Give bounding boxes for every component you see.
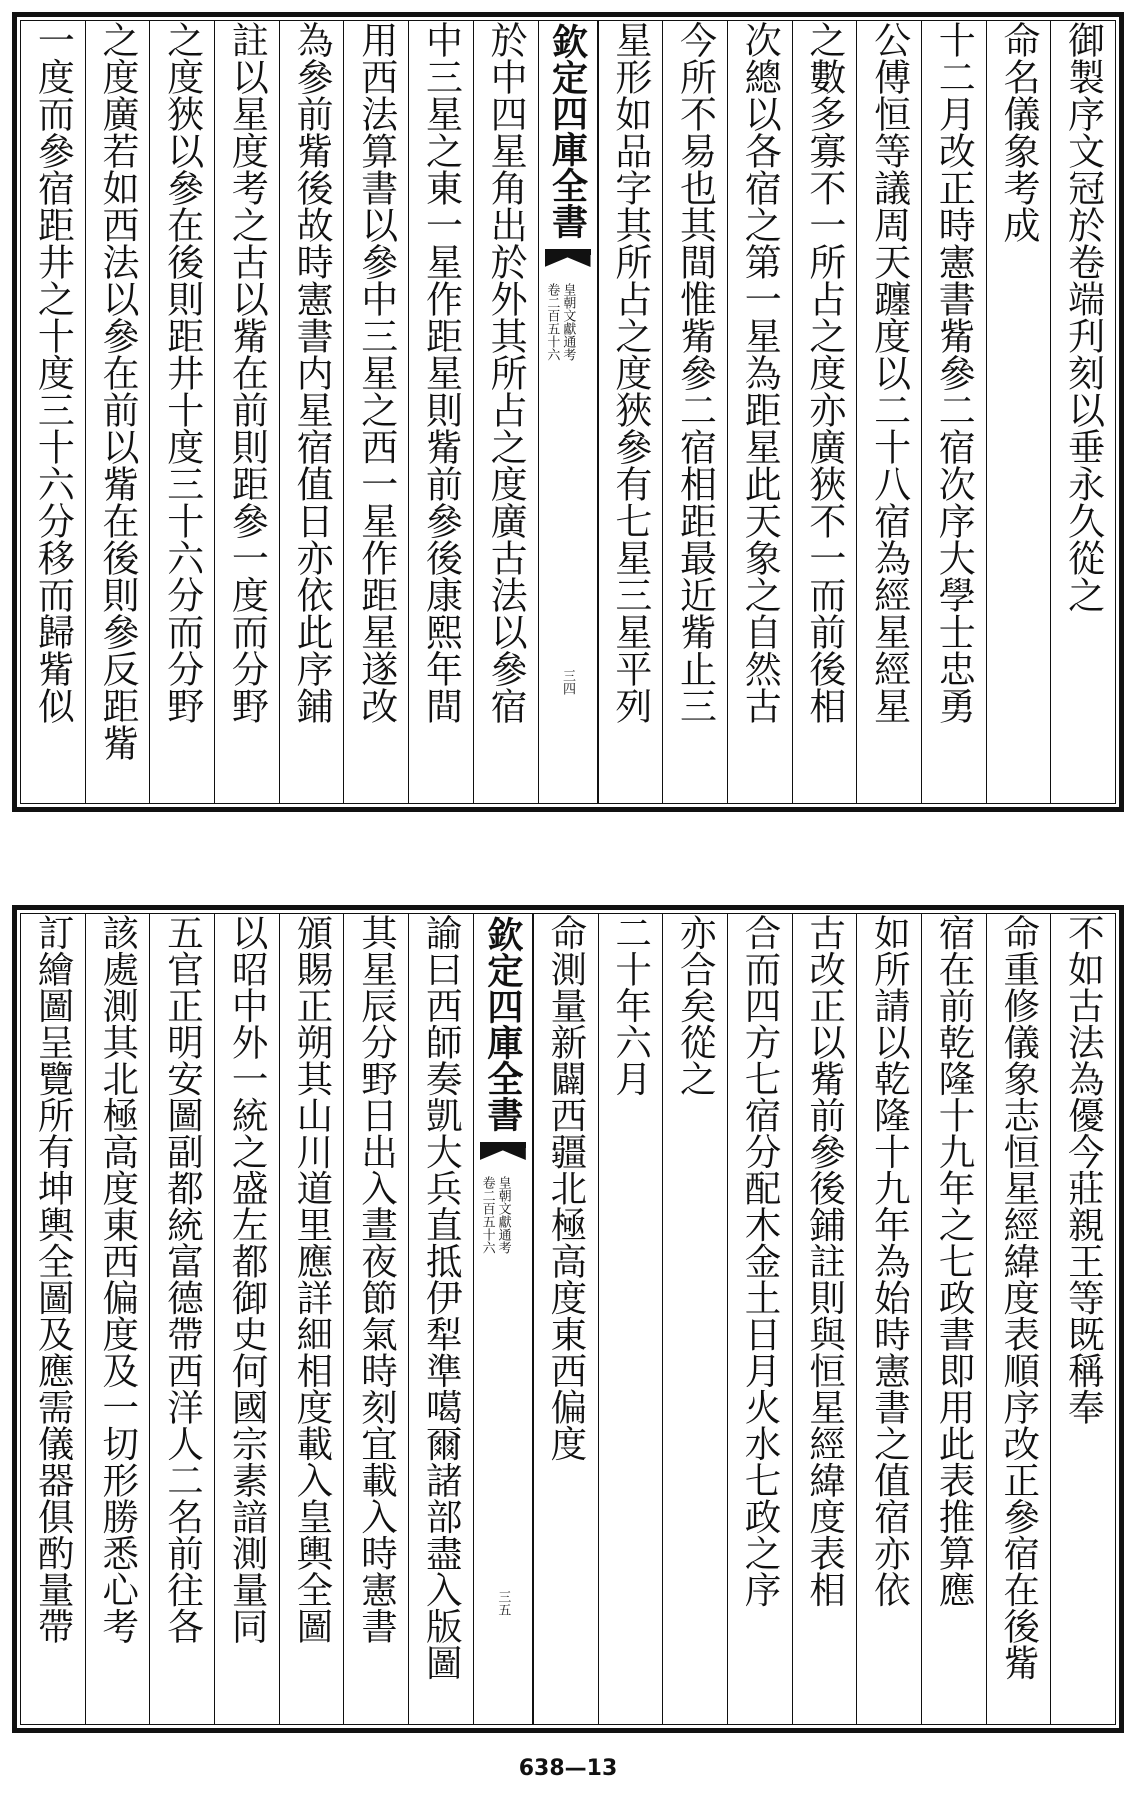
text-column (792, 914, 857, 1724)
column-text: 不如古法為優今莊親王等既稱奉 (1062, 914, 1106, 1425)
text-column (792, 21, 857, 803)
upper-page-panel (12, 12, 1124, 812)
text-column (856, 914, 921, 1724)
folio-number: 638—13 (518, 1756, 618, 1781)
text-column (727, 914, 792, 1724)
column-text: 星形如品字其所占之度狹參有七星三星平列 (608, 21, 652, 724)
column-text: 其星辰分野日出入晝夜節氣時刻宜載入時憲書 (355, 914, 399, 1644)
juan-number: 卷二百五十六 (479, 1176, 495, 1254)
text-column (1050, 914, 1115, 1724)
column-text: 二十年六月 (609, 914, 653, 1097)
text-column (1050, 21, 1115, 803)
text-column (85, 914, 150, 1724)
text-column (921, 914, 986, 1724)
column-text: 於中四星角出於外其所占之度廣古法以參宿 (484, 21, 528, 724)
text-column (662, 914, 727, 1724)
column-text: 宿在前乾隆十九年之七政書即用此表推算應 (933, 914, 977, 1608)
text-column (533, 914, 598, 1724)
source-title: 皇朝文獻通考 (495, 1176, 511, 1254)
column-text: 亦合矣從之 (674, 914, 718, 1097)
column-text: 命重修儀象志恒星經緯度表順序改正參宿在後觜 (997, 914, 1041, 1681)
text-column (279, 914, 344, 1724)
column-text: 諭曰西師奏凱大兵直抵伊犁準噶爾諸部盡入版圖 (420, 914, 464, 1681)
text-column (662, 21, 727, 803)
column-text: 為參前觜後故時憲書内星宿值日亦依此序鋪 (290, 21, 334, 724)
column-text: 註以星度考之古以觜在前則距參一度而分野 (225, 21, 269, 724)
column-text: 命名儀象考成 (996, 21, 1040, 243)
text-column (921, 21, 986, 803)
page-number: 三五 (495, 1590, 511, 1616)
text-column (85, 21, 150, 803)
column-text: 中三星之東一星作距星則觜前參後康熙年間 (419, 21, 463, 724)
book-title: 欽定四庫全書 (481, 916, 524, 1132)
column-text: 御製序文冠於卷端刋刻以垂永久從之 (1061, 21, 1105, 613)
text-column (408, 914, 473, 1724)
fishtail-mark-icon (480, 1142, 526, 1160)
text-column (856, 21, 921, 803)
text-column (149, 21, 214, 803)
text-column (598, 914, 663, 1724)
column-text: 用西法算書以參中三星之西一星作距星遂改 (354, 21, 398, 724)
column-text: 如所請以乾隆十九年為始時憲書之值宿亦依 (868, 914, 912, 1608)
page-number: 三四 (560, 669, 575, 695)
text-column (21, 21, 85, 803)
column-text: 古改正以觜前參後鋪註則與恒星經緯度表相 (803, 914, 847, 1608)
text-column (279, 21, 344, 803)
lower-page-panel (12, 905, 1124, 1733)
upper-columns (21, 21, 1115, 803)
book-title: 欽定四庫全書 (546, 23, 589, 239)
text-column (598, 21, 663, 803)
juan-number: 卷二百五十六 (544, 283, 560, 361)
text-column (214, 21, 279, 803)
text-column (727, 21, 792, 803)
fishtail-mark-icon (545, 249, 591, 267)
text-column (21, 914, 85, 1724)
text-column (343, 914, 408, 1724)
column-text: 之度廣若如西法以參在前以觜在後則參反距觜 (96, 21, 140, 761)
column-text: 該處測其北極高度東西偏度及一切形勝悉心考 (96, 914, 140, 1644)
text-column (343, 21, 408, 803)
source-title: 皇朝文獻通考 (560, 283, 576, 361)
text-column (473, 21, 538, 803)
column-text: 公傅恒等議周天躔度以二十八宿為經星經星 (867, 21, 911, 724)
column-text: 頒賜正朔其山川道里應詳細相度載入皇輿全圖 (290, 914, 334, 1644)
column-text: 訂繪圖呈覽所有坤輿全圖及應需儀器俱酌量帶 (32, 914, 76, 1644)
column-text: 之數多寡不一所占之度亦廣狹不一而前後相 (802, 21, 846, 724)
column-text: 一度而參宿距井之十度三十六分移而歸觜似 (31, 21, 75, 724)
text-column (986, 21, 1051, 803)
column-text: 之度狹以參在後則距井十度三十六分而分野 (160, 21, 204, 724)
lower-columns (21, 914, 1115, 1724)
text-column (214, 914, 279, 1724)
column-text: 十二月改正時憲書觜參二宿次序大學士忠勇 (932, 21, 976, 724)
text-column (986, 914, 1051, 1724)
column-text: 合而四方七宿分配木金土日月火水七政之序 (738, 914, 782, 1608)
column-text: 次總以各宿之第一星為距星此天象之自然古 (738, 21, 782, 724)
column-text: 五官正明安圖副都統富德帶西洋人二名前往各 (161, 914, 205, 1644)
center-gutter (538, 21, 598, 803)
text-column (408, 21, 473, 803)
text-column (149, 914, 214, 1724)
column-text: 命測量新闢西疆北極高度東西偏度 (544, 914, 588, 1462)
center-gutter (473, 914, 533, 1724)
column-text: 今所不易也其間惟觜參二宿相距最近觜止三 (673, 21, 717, 724)
column-text: 以昭中外一統之盛左都御史何國宗素諳測量同 (226, 914, 270, 1644)
